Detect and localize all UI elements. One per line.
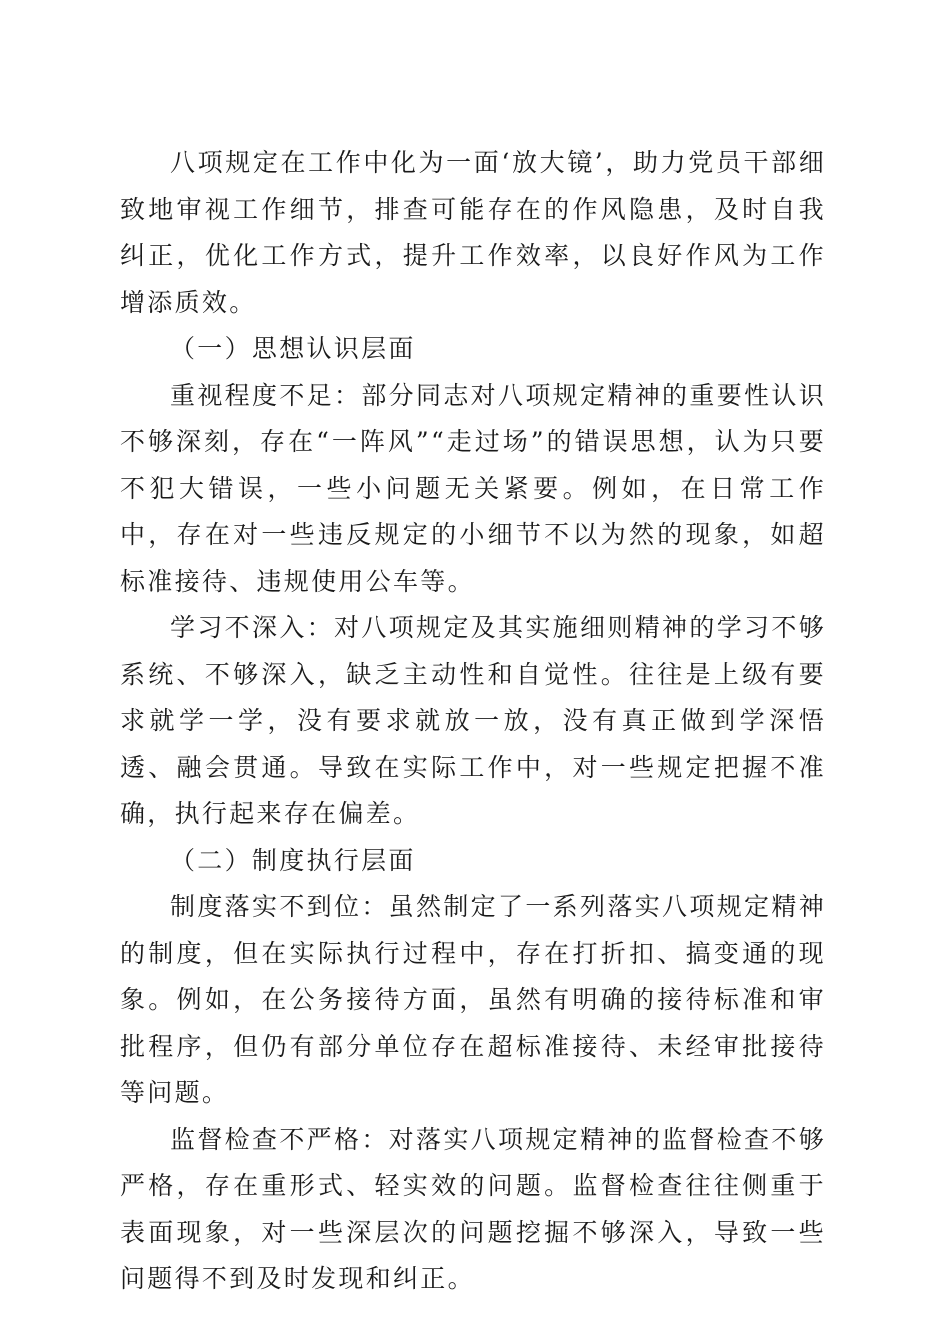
paragraph-insufficient-attention: 重视程度不足：部分同志对八项规定精神的重要性认识不够深刻，存在“一阵风”“走过场”的错误思想，认为只要不犯大错误，一些小问题无关紧要。例如，在日常工作中，存在对一些违反规定的小细节不以为然的现象，如超标准接待、违规使用公车等。 [120,380,826,596]
section-heading-1: （一）思想认识层面 [170,334,416,363]
paragraph-supervision: 监督检查不严格：对落实八项规定精神的监督检查不够严格，存在重形式、轻实效的问题。监督检查往往侧重于表面现象，对一些深层次的问题挖掘不够深入，导致一些问题得不到及时发现和纠正。 [120,1124,826,1293]
intro-paragraph: 八项规定在工作中化为一面‘放大镜’，助力党员干部细致地审视工作细节，排查可能存在的作风隐患，及时自我纠正，优化工作方式，提升工作效率，以良好作风为工作增添质效。 [120,148,826,317]
paragraph-system-implementation: 制度落实不到位：虽然制定了一系列落实八项规定精神的制度，但在实际执行过程中，存在打折扣、搞变通的现象。例如，在公务接待方面，虽然有明确的接待标准和审批程序，但仍有部分单位存在超标准接待、未经审批接待等问题。 [120,892,826,1107]
section-heading-2: （二）制度执行层面 [170,845,416,875]
document-body [120,140,826,1303]
paragraph-shallow-study: 学习不深入：对八项规定及其实施细则精神的学习不够系统、不够深入，缺乏主动性和自觉性。往往是上级有要求就学一学，没有要求就放一放，没有真正做到学深悟透、融会贯通。导致在实际工作中，对一些规定把握不准确，执行起来存在偏差。 [120,613,826,828]
